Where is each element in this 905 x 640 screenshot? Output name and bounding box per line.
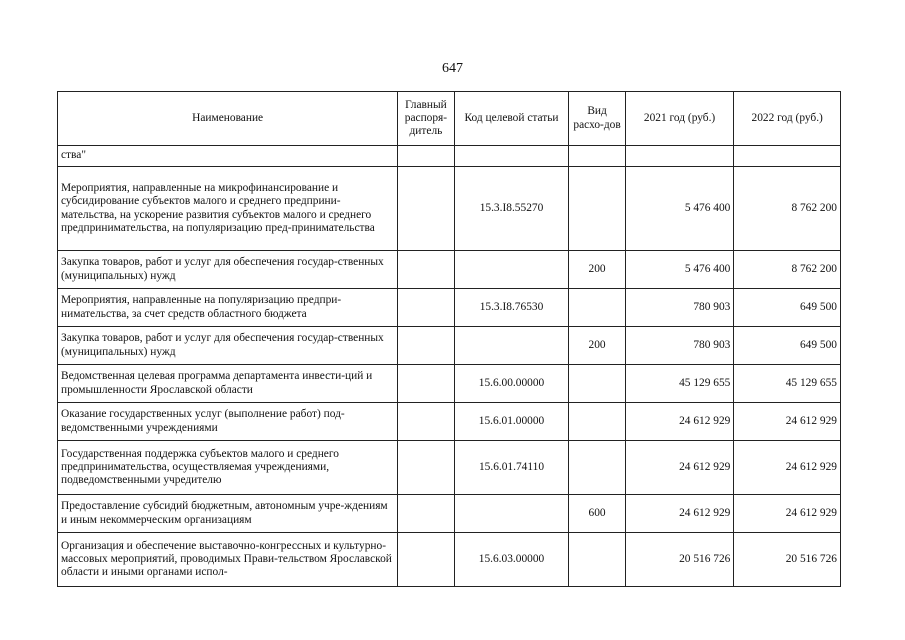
row-code: 15.6.00.00000 <box>454 365 569 403</box>
row-2022: 8 762 200 <box>734 167 841 251</box>
row-admin <box>398 167 454 251</box>
row-admin <box>398 403 454 441</box>
table-row <box>58 146 841 167</box>
row-type <box>569 167 625 251</box>
row-name: Оказание государственных услуг (выполнение работ) под-ведомственными учреждениями <box>58 403 398 441</box>
table-header-row <box>58 92 841 146</box>
row-2021: 24 612 929 <box>625 403 734 441</box>
row-name: Государственная поддержка субъектов малого и среднего предпринимательства, осуществляемая учреждениями, подведомственными учредителю <box>58 441 398 495</box>
row-admin <box>398 533 454 587</box>
row-code: 15.6.03.00000 <box>454 533 569 587</box>
row-2022: 45 129 655 <box>734 365 841 403</box>
row-code: 15.6.01.00000 <box>454 403 569 441</box>
row-2022: 20 516 726 <box>734 533 841 587</box>
row-admin <box>398 441 454 495</box>
table-row <box>58 403 841 441</box>
row-code <box>454 327 569 365</box>
header-2021: 2021 год (руб.) <box>625 92 734 146</box>
table-row <box>58 167 841 251</box>
page-number: 647 <box>442 61 463 76</box>
row-admin <box>398 289 454 327</box>
row-2021: 780 903 <box>625 289 734 327</box>
row-type <box>569 441 625 495</box>
row-2021: 5 476 400 <box>625 167 734 251</box>
row-2021: 20 516 726 <box>625 533 734 587</box>
row-name: Закупка товаров, работ и услуг для обеспечения государ-ственных (муниципальных) нужд <box>58 327 398 365</box>
row-admin <box>398 146 454 167</box>
table-row <box>58 533 841 587</box>
table-row <box>58 441 841 495</box>
row-2022: 8 762 200 <box>734 251 841 289</box>
budget-table <box>57 91 841 587</box>
row-2021: 45 129 655 <box>625 365 734 403</box>
row-admin <box>398 251 454 289</box>
row-name: ства" <box>58 146 398 167</box>
row-2021 <box>625 146 734 167</box>
row-name: Предоставление субсидий бюджетным, автономным учре-ждениям и иным некоммерческим организациям <box>58 495 398 533</box>
row-2022: 649 500 <box>734 289 841 327</box>
row-type <box>569 146 625 167</box>
row-code: 15.6.01.74110 <box>454 441 569 495</box>
row-code <box>454 251 569 289</box>
row-type <box>569 533 625 587</box>
row-admin <box>398 327 454 365</box>
row-code: 15.3.I8.76530 <box>454 289 569 327</box>
row-name: Мероприятия, направленные на микрофинансирование и субсидирование субъектов малого и среднего предприни-мательства, на ускорение развития субъектов малого и среднего предпринимательства, на популяризацию пред-принимательства <box>58 167 398 251</box>
table-row <box>58 365 841 403</box>
row-2022: 24 612 929 <box>734 495 841 533</box>
row-type <box>569 289 625 327</box>
row-2021: 24 612 929 <box>625 495 734 533</box>
row-admin <box>398 495 454 533</box>
table-row <box>58 251 841 289</box>
row-code <box>454 146 569 167</box>
row-2021: 5 476 400 <box>625 251 734 289</box>
header-type: Вид расхо-дов <box>569 92 625 146</box>
header-code: Код целевой статьи <box>454 92 569 146</box>
row-type: 200 <box>569 251 625 289</box>
header-name: Наименование <box>58 92 398 146</box>
row-name: Организация и обеспечение выставочно-конгрессных и культурно-массовых мероприятий, проводимых Прави-тельством Ярославской области и иными органами испол- <box>58 533 398 587</box>
row-type: 600 <box>569 495 625 533</box>
row-2022: 24 612 929 <box>734 403 841 441</box>
row-admin <box>398 365 454 403</box>
header-admin: Главный распоря-дитель <box>398 92 454 146</box>
row-type: 200 <box>569 327 625 365</box>
table-row <box>58 289 841 327</box>
header-2022: 2022 год (руб.) <box>734 92 841 146</box>
row-name: Закупка товаров, работ и услуг для обеспечения государ-ственных (муниципальных) нужд <box>58 251 398 289</box>
row-name: Мероприятия, направленные на популяризацию предпри-нимательства, за счет средств областного бюджета <box>58 289 398 327</box>
row-code <box>454 495 569 533</box>
row-2021: 24 612 929 <box>625 441 734 495</box>
row-2022 <box>734 146 841 167</box>
table-row <box>58 327 841 365</box>
row-code: 15.3.I8.55270 <box>454 167 569 251</box>
row-name: Ведомственная целевая программа департамента инвести-ций и промышленности Ярославской области <box>58 365 398 403</box>
table-row <box>58 495 841 533</box>
row-type <box>569 403 625 441</box>
row-type <box>569 365 625 403</box>
row-2021: 780 903 <box>625 327 734 365</box>
row-2022: 649 500 <box>734 327 841 365</box>
row-2022: 24 612 929 <box>734 441 841 495</box>
